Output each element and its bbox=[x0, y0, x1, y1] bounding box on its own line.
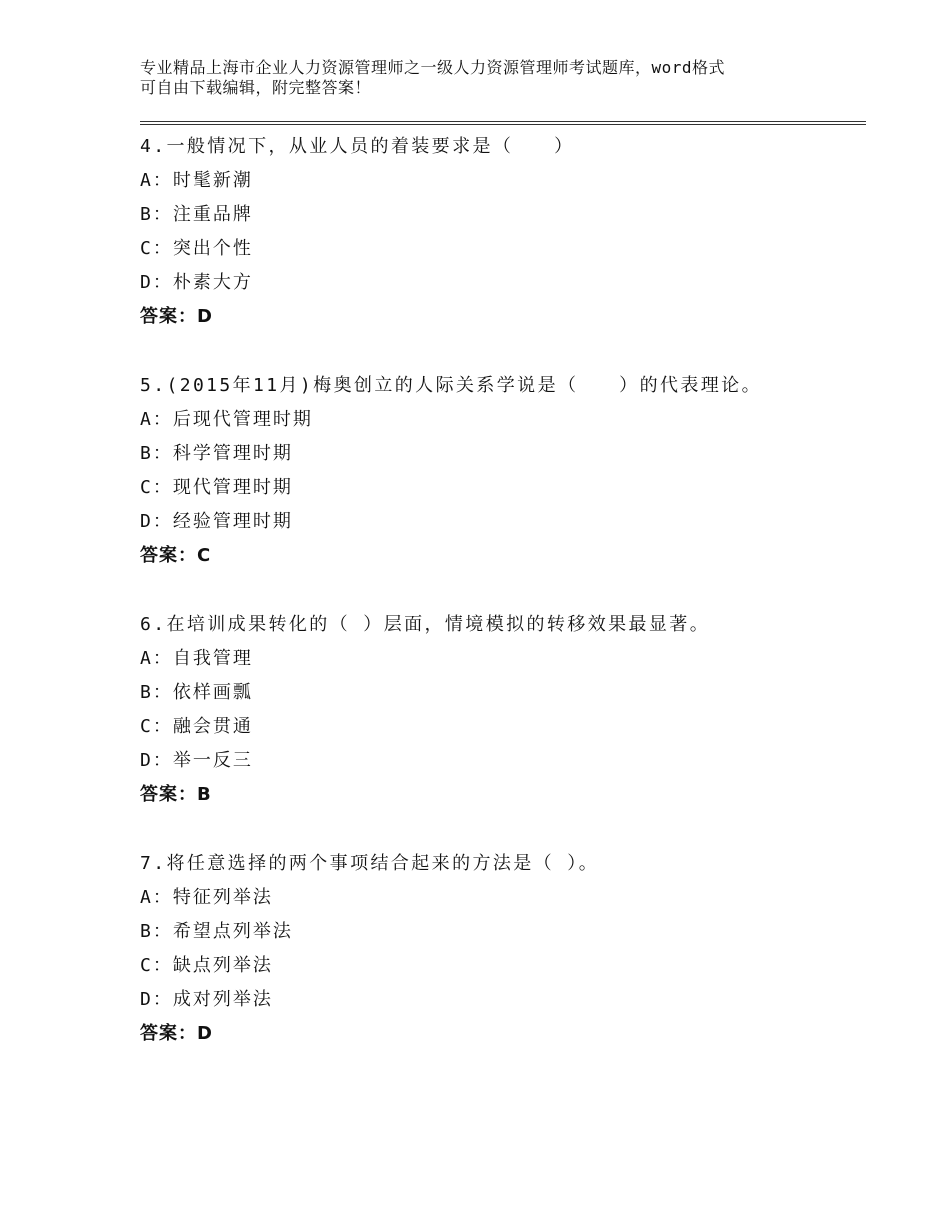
option-b: B：科学管理时期 bbox=[140, 443, 293, 464]
option-c: C：缺点列举法 bbox=[140, 955, 273, 976]
answer-line: 答案：D bbox=[140, 306, 213, 327]
option-a: A：自我管理 bbox=[140, 648, 253, 669]
question-stem: 5.(2015年11月)梅奥创立的人际关系学说是（ ）的代表理论。 bbox=[140, 375, 762, 396]
header-line-1: 专业精品上海市企业人力资源管理师之一级人力资源管理师考试题库，word格式 bbox=[140, 58, 726, 77]
question-stem: 7.将任意选择的两个事项结合起来的方法是（ ）。 bbox=[140, 853, 600, 874]
question-5 bbox=[140, 369, 866, 608]
option-b: B：希望点列举法 bbox=[140, 921, 293, 942]
question-list bbox=[140, 130, 866, 1086]
answer-line: 答案：C bbox=[140, 545, 212, 566]
question-7 bbox=[140, 847, 866, 1086]
document-header bbox=[140, 58, 820, 98]
header-line-2: 可自由下载编辑，附完整答案！ bbox=[140, 78, 372, 97]
question-4 bbox=[140, 130, 866, 369]
question-stem: 4.一般情况下，从业人员的着装要求是（ ） bbox=[140, 136, 575, 157]
option-d: D：经验管理时期 bbox=[140, 511, 293, 532]
header-divider-bottom bbox=[140, 124, 866, 125]
answer-line: 答案：D bbox=[140, 1023, 213, 1044]
option-d: D：举一反三 bbox=[140, 750, 253, 771]
option-a: A：特征列举法 bbox=[140, 887, 273, 908]
option-b: B：注重品牌 bbox=[140, 204, 253, 225]
option-d: D：成对列举法 bbox=[140, 989, 273, 1010]
option-c: C：突出个性 bbox=[140, 238, 253, 259]
answer-line: 答案：B bbox=[140, 784, 212, 805]
option-d: D：朴素大方 bbox=[140, 272, 253, 293]
option-b: B：依样画瓢 bbox=[140, 682, 253, 703]
option-c: C：现代管理时期 bbox=[140, 477, 293, 498]
option-a: A：时髦新潮 bbox=[140, 170, 253, 191]
header-divider-top bbox=[140, 121, 866, 122]
question-stem: 6.在培训成果转化的（ ）层面，情境模拟的转移效果最显著。 bbox=[140, 614, 711, 635]
question-6 bbox=[140, 608, 866, 847]
option-c: C：融会贯通 bbox=[140, 716, 253, 737]
option-a: A：后现代管理时期 bbox=[140, 409, 313, 430]
